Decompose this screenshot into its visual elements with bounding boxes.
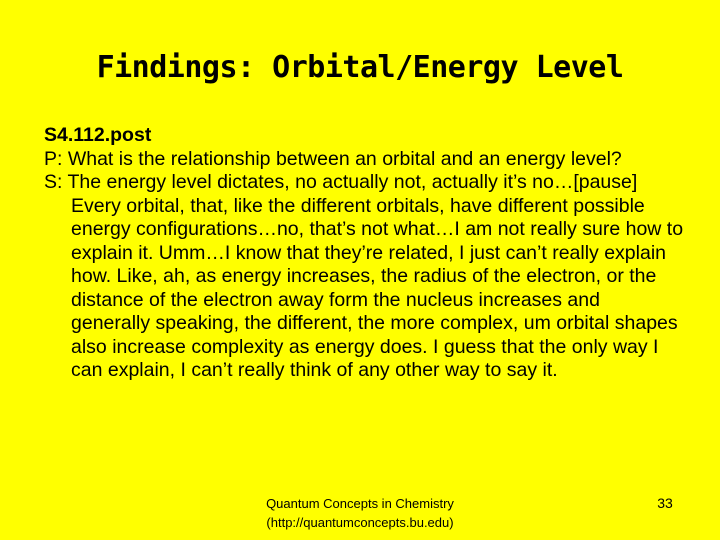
student-response-paragraph: S: The energy level dictates, no actually not, actually it’s no…[pause] Every orbital, that, like the different orbitals, have different possible energy configurations…no, that’s not what…I am not really sure how to explain it. Umm…I know that they’re related, I just can’t really explain how. Like, ah, as energy increases, the radius of the electron, or the distance of the electron away form the nucleus increases and generally speaking, the different, the more complex, um orbital shapes also increase complexity as energy does. I guess that the only way I can explain, I can’t really think of any other way to say it. — [44, 171, 684, 381]
footer — [240, 494, 480, 532]
footer-source-title: Quantum Concepts in Chemistry — [266, 496, 454, 511]
transcript-code: S4.112.post — [44, 124, 152, 146]
page-number: 33 — [657, 495, 673, 511]
slide-body — [44, 124, 684, 383]
footer-source-url: (http://quantumconcepts.bu.edu) — [266, 515, 454, 530]
prompt-paragraph: P: What is the relationship between an orbital and an energy level? — [44, 147, 622, 170]
slide-title: Findings: Orbital/Energy Level — [96, 50, 624, 85]
